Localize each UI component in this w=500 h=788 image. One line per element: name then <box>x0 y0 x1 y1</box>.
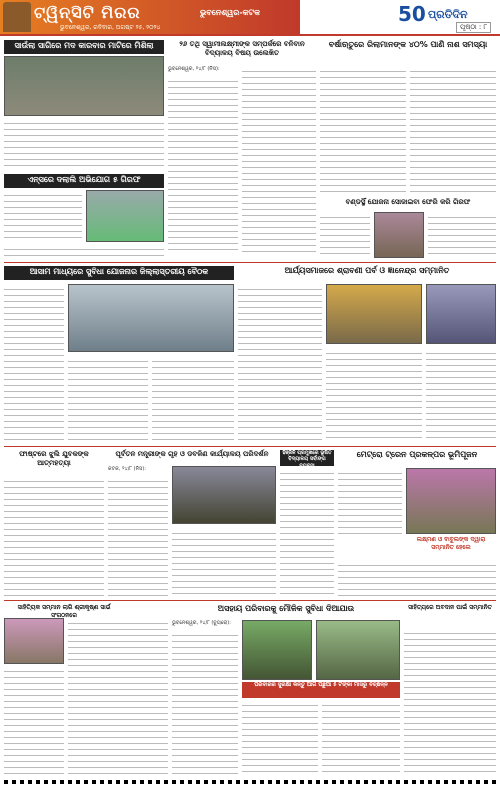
dateline-2: ଭୁବନେଶ୍ୱର, ୨୪/୮ (ନିସ): <box>168 66 220 72</box>
story-14-col-b <box>242 700 318 776</box>
headline-12: ଲକ୍ଷ୍ମଣ ଓ ବାବୁଲଙ୍କ ଦ୍ୱାରା ସମ୍ମାନିତ ହେଲେ <box>416 536 486 551</box>
story-5-col-a <box>320 212 370 258</box>
headline-15: ପରିବାରର ସୁରକ୍ଷା କିନ୍ତୁ ଆଗ ପଛୁଆ ୫ ଟଙ୍କା ମାସରୁ ବିଚ୍ଛିନ୍ନ <box>242 682 400 698</box>
story-7-col-b <box>326 348 422 442</box>
story-6-col-b <box>68 356 148 442</box>
story-4-body <box>4 244 164 258</box>
headline-5: ବଣ୍ଡସ୍ଥିଁ ଯୋଜନା ସୋଜାଇବା ଫେରି କରି ଗିରଫ <box>345 198 471 206</box>
story-4-col-a <box>4 190 82 242</box>
story-14-col-a <box>172 630 238 776</box>
divider <box>4 446 496 447</box>
divider <box>4 600 496 601</box>
headline-3: ବର୍ଷାଋତୁରେ ରିଲାମାନଙ୍କ ୪୦% ପାଣି ନାଶ ସମସ୍ୟା <box>328 40 488 49</box>
story-8-body <box>4 476 104 596</box>
headline-1: ସାଉଁଲା ସାଗିରେ ମଦ କାରବାର ମାଟିରେ ମିଶିଲା <box>4 40 164 54</box>
anniversary-logo: 50 <box>398 2 426 26</box>
story-6-col-c <box>152 356 234 442</box>
brand-name: ପ୍ରତିଦିନ <box>428 8 468 21</box>
story-11-body <box>280 468 334 596</box>
photo-meeting <box>68 284 234 352</box>
dateline-14: ଭୁବନେଶ୍ୱର, ୨୪/୮ (ବ୍ୟୁରୋ): <box>172 620 231 626</box>
photo-raid <box>4 56 164 116</box>
headline-2: ୨୬ ତଥି ସ୍ୱାମୀଲକ୍ଷ୍ମୀଙ୍କ ସମ୍ପର୍କରେ ବନିବାନ ବିଦ୍ୟାଳୟ ବିଷୟ ଉଲେଖିତ <box>179 40 305 57</box>
headline-11: ହିଞ୍ଜିଳି ପ୍ରମୁଖରେ ଭୂଷିତ ବିଦ୍ୟାଳୟ ସର୍ବାଙ୍ଗ ବ୍ୟବସ୍ଥା <box>280 450 334 466</box>
story-7-col-c <box>426 348 496 442</box>
headline-16: ସାହିତ୍ୟରେ ଅବଦାନ ପାଇଁ ସମ୍ମାନିତ <box>408 604 492 611</box>
photo-award <box>4 618 64 664</box>
photo-house <box>316 620 400 680</box>
story-2-col-a <box>168 76 238 254</box>
story-7-col-a <box>238 284 322 442</box>
photo-family <box>242 620 312 680</box>
story-14-col-c <box>322 700 400 776</box>
story-16-body <box>404 628 496 776</box>
story-9-col-b <box>172 528 276 596</box>
print-registration-bar <box>4 780 496 784</box>
story-3-col-b <box>410 66 496 196</box>
story-10-body <box>338 560 496 596</box>
headline-13: ସାହିତ୍ୟିକ ସମ୍ମାନ ଲାଗି ଶ୍ରୀକୃଷ୍ଣ ସାର୍ଭ ସଂଗଠନରେ <box>17 604 111 619</box>
headline-7: ଆର୍ଯ୍ୟସମାଜରେ ଶ୍ରାବଣୀ ପର୍ବ ଓ ଜ୍ଞାନେନ୍ଦ୍ର ସମ୍ମାନିତ <box>284 266 450 275</box>
photo-ceremony <box>326 284 422 344</box>
story-10-col-a <box>338 468 402 534</box>
story-9-col-a <box>108 476 168 596</box>
photo-bhumi-pujan <box>406 468 496 534</box>
story-5-col-b <box>428 212 496 258</box>
temple-logo-icon <box>3 2 31 32</box>
story-13-col-b <box>68 618 168 776</box>
photo-felicitation <box>426 284 496 344</box>
dateline-9: କଟକ, ୨୪/୮ (ନିସ): <box>108 466 146 472</box>
divider <box>4 262 496 263</box>
page-number: ପୃଷ୍ଠା : ୮ <box>456 22 491 33</box>
story-6-col-a <box>4 284 64 442</box>
date-line: ଭୁବନେଶ୍ୱର, ରବିବାର, ଅଗଷ୍ଟ ୨୫, ୨୦୨୪ <box>60 24 161 31</box>
photo-arrest-2 <box>374 212 424 258</box>
headline-8: ଫାଷ୍ଟରେ ଝୁଲି ଯୁବକଙ୍କ ଆତ୍ମହତ୍ୟା <box>19 450 89 467</box>
story-2-col-b <box>242 66 316 254</box>
photo-arrest <box>86 190 164 242</box>
story-13-col-a <box>4 666 64 776</box>
story-1-body <box>4 118 164 170</box>
story-3-col-a <box>320 66 406 196</box>
photo-minister-visit <box>172 466 276 524</box>
section-title: ଟ୍ୱିନ୍‌ସିଟି ମିରର <box>34 3 141 22</box>
headline-9: ପୂର୍ବତନ ମନ୍ତ୍ରୀଙ୍କ ଗୃହ ଓ ଡବଳିଣ କାର୍ଯ୍ୟାଳୟ ପରିଦର୍ଶନ <box>115 450 269 458</box>
headline-6: ଆସାମ ମାଧ୍ୟରେ ସୁବିଧା ଯୋଜନାର ଜିଲ୍ଲାସ୍ତରୀୟ ବୈଠକ <box>4 266 234 280</box>
edition-label: ଭୁବନେଶ୍ୱର-କଟକ <box>200 8 261 17</box>
headline-4: ଏନ୍‌ସରେ ଦଲାଲି ଅଭିଯୋଗ ୫ ଗିରଫ <box>4 174 164 188</box>
headline-14: ଅସହାୟ ପରିବାରକୁ ମୌଳିକ ସୁବିଧା ଦିଆଯାଉ <box>217 604 355 613</box>
headline-10: ମେଟ୍ରୋ ଟ୍ରେନ ପ୍ରକଳ୍ପର ଭୂମିପୂଜନ <box>356 450 478 459</box>
